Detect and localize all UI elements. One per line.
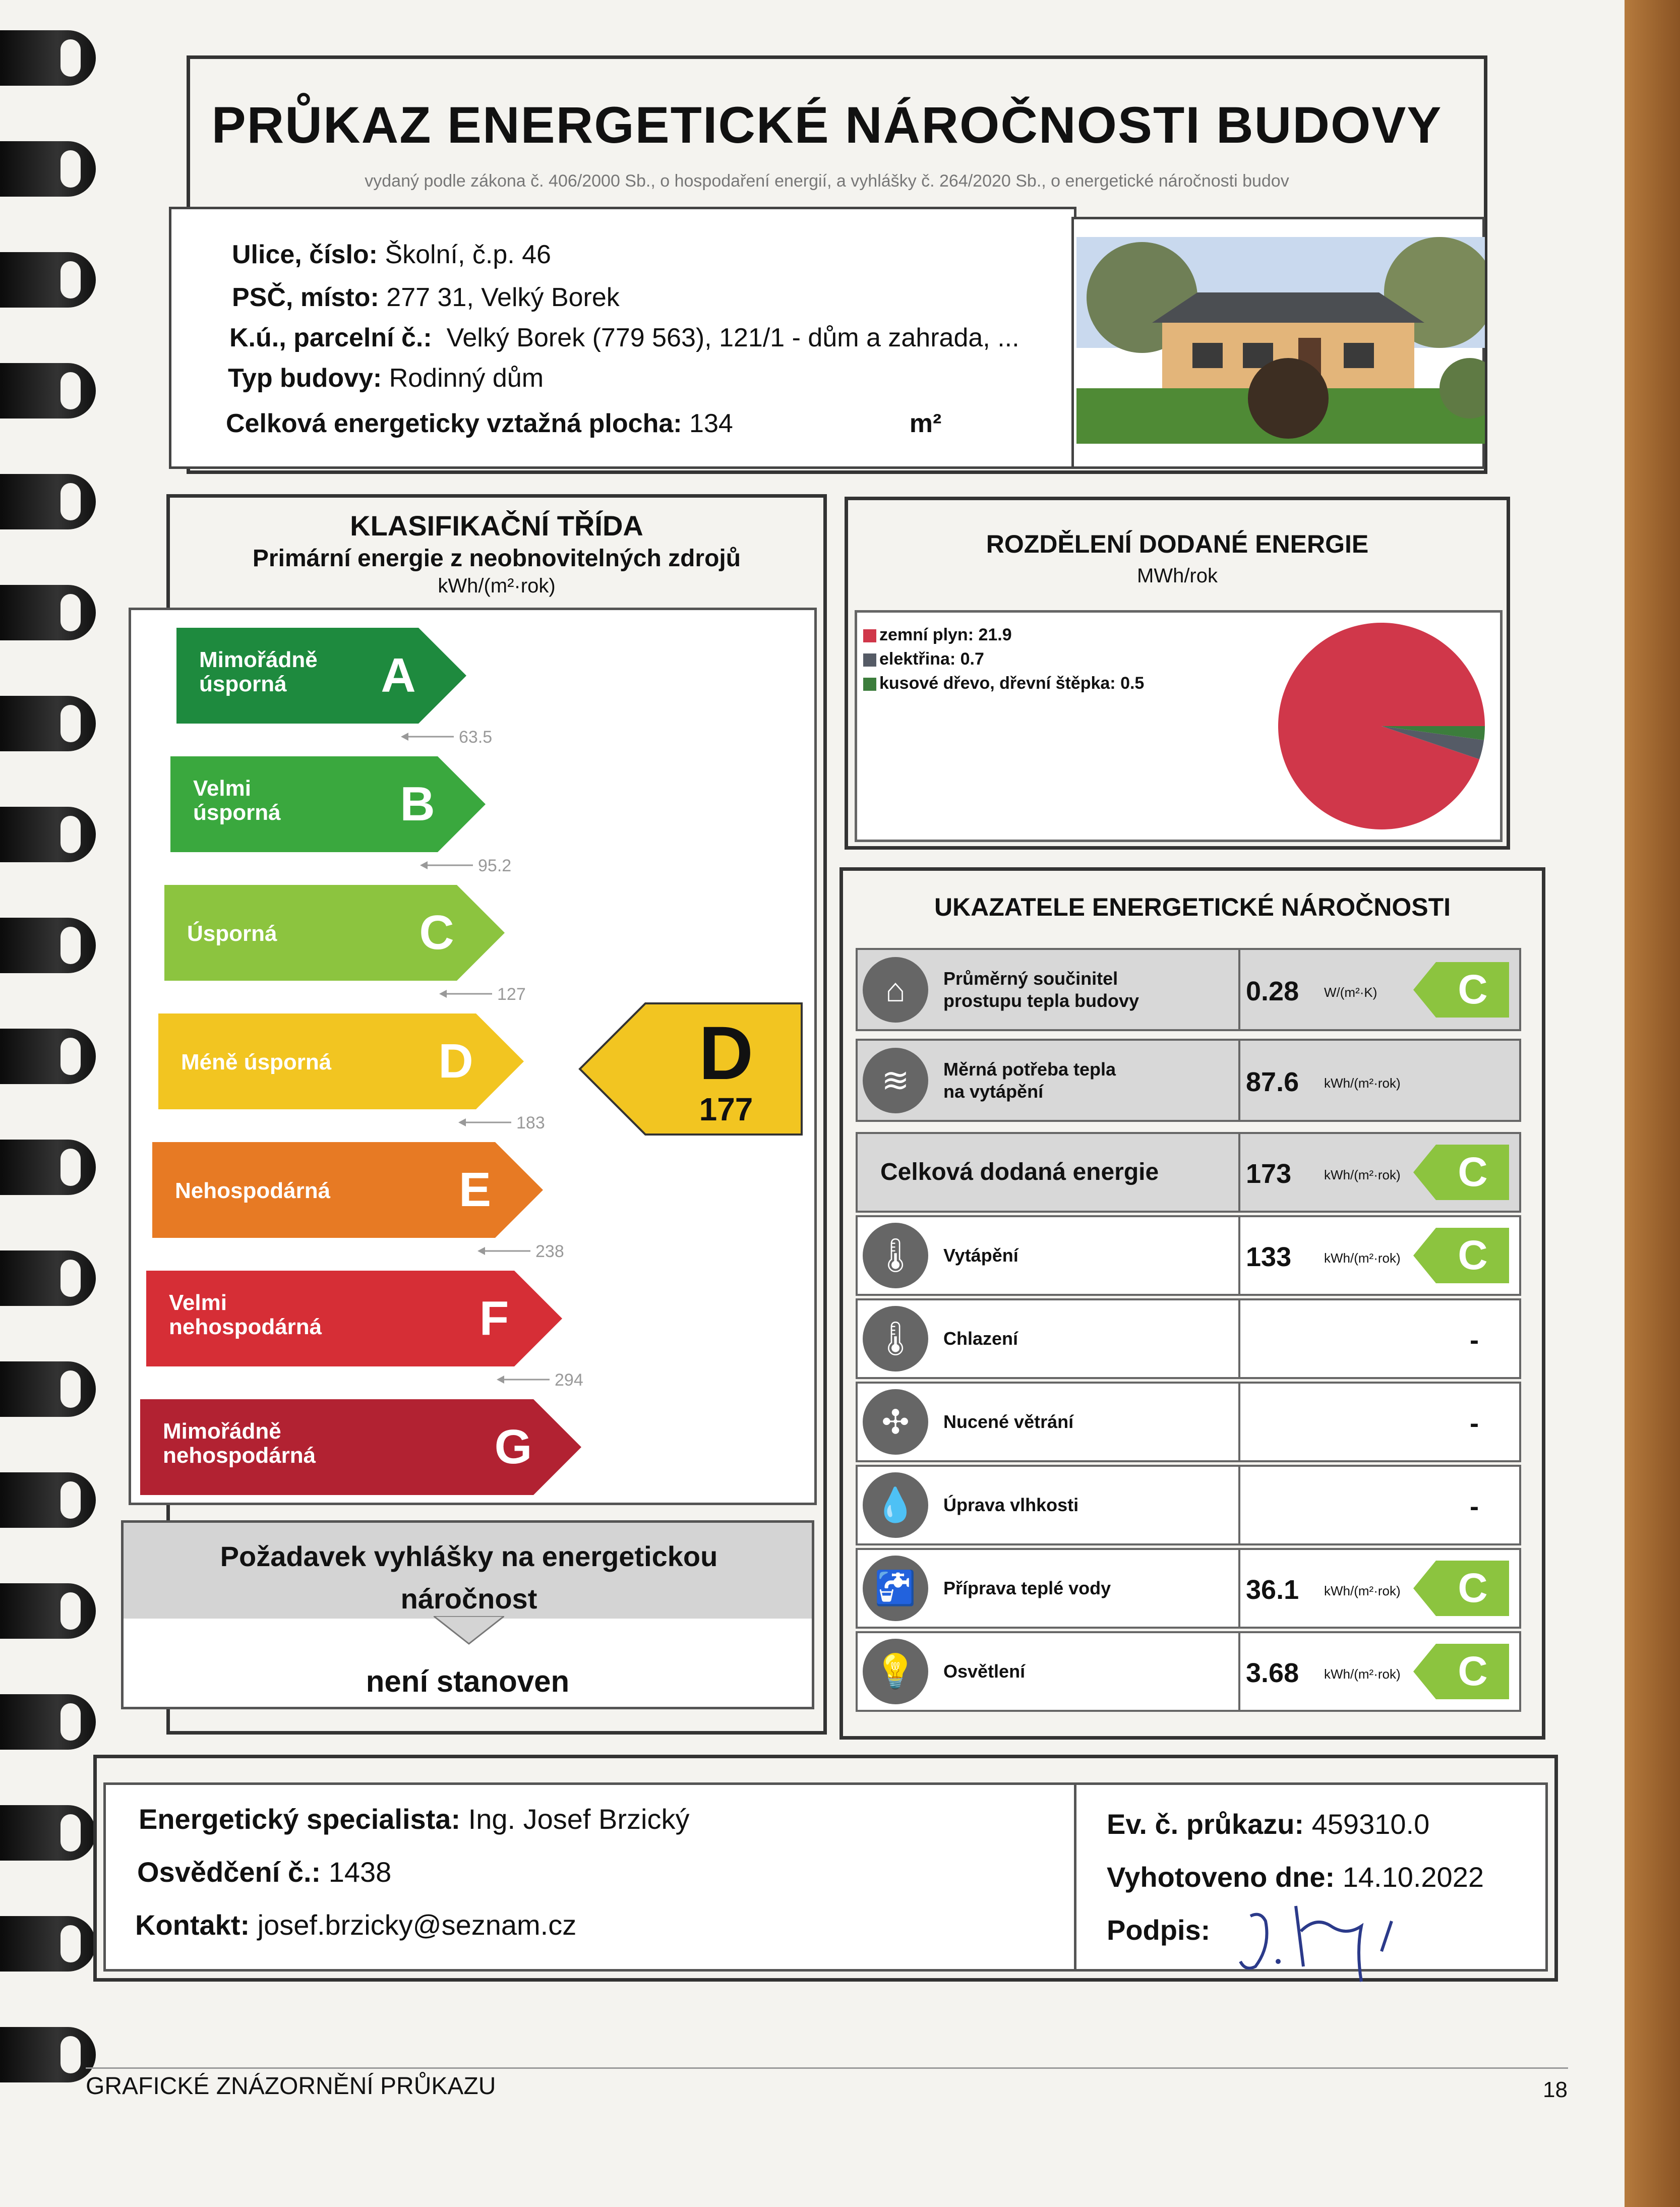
fan-icon: ✣ [863, 1389, 928, 1455]
indicator-empty-value: - [1470, 1492, 1479, 1522]
area-label: Celková energeticky vztažná plocha: [226, 409, 682, 438]
indicator-row [856, 948, 1521, 1031]
class-letter: A [381, 648, 416, 702]
binding-ring [0, 918, 96, 973]
specialist-line [139, 1803, 689, 1835]
indicator-row [856, 1215, 1521, 1296]
heating-thermometer-icon: 🌡 [863, 1223, 928, 1288]
specialist-value: Ing. Josef Brzický [468, 1803, 690, 1835]
indicator-row [856, 1465, 1521, 1545]
grade-badge [1413, 962, 1509, 1018]
legend-item [863, 674, 1144, 693]
energy-split-unit: MWh/rok [1137, 565, 1218, 587]
binding-ring [0, 252, 96, 308]
page-title: PRŮKAZ ENERGETICKÉ NÁROČNOSTI BUDOVY [211, 96, 1443, 154]
class-arrow-a [176, 628, 492, 747]
type-label: Typ budovy: [228, 364, 382, 393]
requirement-pointer-icon [434, 1616, 504, 1646]
indicator-unit: kWh/(m²·rok) [1324, 1583, 1401, 1598]
indicator-label [943, 968, 1139, 1012]
indicator-value: 36.1 [1246, 1575, 1299, 1605]
binding-ring [0, 2027, 96, 2082]
indicator-unit: kWh/(m²·rok) [1324, 1075, 1401, 1091]
binding-ring [0, 1250, 96, 1306]
indicator-empty-value: - [1470, 1408, 1479, 1439]
binding-ring [0, 363, 96, 419]
grade-letter: C [1458, 966, 1488, 1012]
binding-ring [0, 1694, 96, 1750]
page-subtitle: vydaný podle zákona č. 406/2000 Sb., o hospodaření energií, a vyhlášky č. 264/2020 Sb., o energetické náročnosti budov [365, 171, 1289, 191]
class-arrow-c [164, 885, 526, 1004]
area-unit: m² [909, 409, 942, 438]
indicator-value: 0.28 [1246, 976, 1299, 1006]
legend-swatch [863, 629, 876, 642]
grade-badge [1413, 1145, 1509, 1200]
class-threshold: 127 [497, 985, 526, 1004]
indicator-label [880, 1161, 1159, 1183]
specialist-label: Energetický specialista: [139, 1803, 461, 1835]
contact-line [135, 1908, 576, 1941]
indicator-label [943, 1244, 1018, 1267]
indicator-value: 3.68 [1246, 1658, 1299, 1688]
indicator-unit: kWh/(m²·rok) [1324, 1167, 1401, 1182]
indicator-label [943, 1411, 1073, 1433]
indicator-label [943, 1328, 1018, 1350]
date-label: Vyhotoveno dne: [1107, 1861, 1335, 1893]
binding-ring [0, 585, 96, 640]
class-threshold: 95.2 [478, 856, 512, 875]
indicator-row [856, 1382, 1521, 1462]
building-photo [1076, 237, 1485, 444]
sign-label: Podpis: [1107, 1914, 1211, 1946]
street-line [232, 240, 551, 270]
indicator-unit: W/(m²·K) [1324, 984, 1377, 1000]
classification-unit: kWh/(m²·rok) [438, 575, 556, 597]
classification-scale [126, 610, 814, 1508]
energy-split-title: ROZDĚLENÍ DODANÉ ENERGIE [986, 530, 1369, 558]
ev-value: 459310.0 [1311, 1808, 1430, 1840]
class-label: úsporná [193, 800, 281, 825]
class-label: nehospodárná [163, 1443, 316, 1468]
class-arrow-b [170, 756, 511, 875]
class-label: Velmi [169, 1290, 227, 1315]
indicator-unit: kWh/(m²·rok) [1324, 1666, 1401, 1682]
class-label: úsporná [199, 672, 287, 696]
indicator-label [943, 1660, 1025, 1683]
page-number: 18 [1543, 2077, 1568, 2102]
type-value: Rodinný dům [389, 364, 544, 393]
parcel-value: Velký Borek (779 563), 121/1 - dům a zahrada, ... [446, 323, 1019, 352]
indicator-value: 87.6 [1246, 1066, 1299, 1097]
binding-ring [0, 141, 96, 197]
date-value: 14.10.2022 [1342, 1861, 1484, 1893]
class-label: Velmi [193, 776, 251, 801]
indicator-label-line: Úprava vlhkosti [943, 1495, 1079, 1515]
indicator-label [943, 1058, 1116, 1103]
indicator-separator [1238, 1467, 1240, 1543]
legend-item [863, 649, 984, 669]
indicator-row [856, 1548, 1521, 1629]
energy-split-pie [1271, 620, 1492, 832]
faucet-icon: 🚰 [863, 1556, 928, 1621]
threshold-arrow-head [477, 1247, 485, 1255]
requirement-value: není stanoven [366, 1664, 570, 1698]
indicator-label-line: Osvětlení [943, 1661, 1026, 1682]
type-line [228, 363, 544, 393]
grade-letter: C [1458, 1232, 1488, 1278]
current-class-value: 177 [699, 1091, 753, 1127]
legend-swatch [863, 678, 876, 691]
class-arrow-f [146, 1271, 583, 1390]
date-line [1107, 1861, 1484, 1893]
class-arrow-g [140, 1399, 581, 1495]
zip-line [232, 282, 620, 313]
indicator-value: 133 [1246, 1242, 1292, 1272]
grade-badge [1413, 1228, 1509, 1283]
indicator-separator [1238, 1300, 1240, 1377]
legend-label: kusové dřevo, dřevní štěpka: 0.5 [879, 674, 1145, 693]
indicator-separator [1238, 950, 1240, 1029]
indicator-separator [1238, 1217, 1240, 1294]
indicator-separator [1238, 1633, 1240, 1710]
cooling-thermometer-icon: 🌡 [863, 1306, 928, 1371]
street-value: Školní, č.p. 46 [385, 240, 551, 269]
threshold-arrow-head [401, 733, 408, 741]
light-bulb-icon: 💡 [863, 1639, 928, 1704]
class-letter: F [479, 1291, 509, 1345]
indicator-row [856, 1298, 1521, 1379]
binding-ring [0, 1361, 96, 1417]
indicators-title: UKAZATELE ENERGETICKÉ NÁROČNOSTI [934, 893, 1451, 921]
classification-subtitle: Primární energie z neobnovitelných zdrojů [252, 545, 741, 572]
class-label: nehospodárná [169, 1315, 322, 1339]
legend-swatch [863, 653, 876, 667]
binding-ring [0, 807, 96, 862]
sign-line [1107, 1914, 1210, 1946]
binding-ring [0, 1805, 96, 1861]
class-label: Úsporná [187, 921, 277, 946]
area-value: 134 [689, 409, 733, 438]
indicator-separator [1238, 1134, 1240, 1211]
parcel-line [229, 323, 1019, 353]
cert-label: Osvědčení č.: [137, 1856, 321, 1888]
class-letter: C [419, 906, 454, 960]
class-threshold: 238 [535, 1242, 564, 1261]
area-line [226, 408, 941, 439]
threshold-arrow-head [497, 1376, 504, 1384]
grade-letter: C [1458, 1565, 1488, 1611]
legend-item [863, 625, 1012, 645]
legend-label: elektřina: 0.7 [879, 649, 984, 669]
indicator-label-line: Nucené větrání [943, 1411, 1074, 1432]
indicator-value: 173 [1246, 1159, 1292, 1189]
class-threshold: 183 [516, 1113, 545, 1132]
zip-label: PSČ, místo: [232, 283, 379, 312]
class-letter: B [400, 777, 435, 831]
ev-line [1107, 1808, 1429, 1840]
grade-letter: C [1458, 1648, 1488, 1694]
binding-ring [0, 1029, 96, 1084]
indicator-label-line: Celková dodaná energie [880, 1159, 1159, 1185]
threshold-arrow-head [439, 990, 447, 998]
indicator-label-line: Měrná potřeba tepla [943, 1058, 1116, 1080]
indicator-separator [1238, 1041, 1240, 1120]
binding-ring [0, 30, 96, 86]
indicator-label-line: Průměrný součinitel [943, 968, 1118, 989]
spiral-binding [0, 0, 101, 2207]
class-arrow-e [152, 1142, 564, 1261]
indicator-row [856, 1631, 1521, 1712]
class-threshold: 294 [555, 1370, 583, 1390]
indicator-separator [1238, 1384, 1240, 1460]
current-class-letter: D [698, 1010, 754, 1095]
indicator-label-line: na vytápění [943, 1081, 1044, 1102]
class-letter: G [494, 1420, 532, 1474]
grade-letter: C [1458, 1149, 1488, 1195]
indicator-label [943, 1494, 1078, 1516]
indicator-empty-value: - [1470, 1325, 1479, 1355]
page-footer-rule [86, 2067, 1568, 2069]
indicator-row [856, 1132, 1521, 1213]
humidity-icon: 💧 [863, 1472, 928, 1538]
indicator-label-line: Chlazení [943, 1328, 1018, 1349]
class-label: Mimořádně [199, 647, 318, 672]
grade-badge [1413, 1561, 1509, 1616]
class-label: Méně úsporná [181, 1050, 332, 1075]
binding-ring [0, 696, 96, 751]
heat-need-icon: ≋ [863, 1048, 928, 1113]
contact-value[interactable]: josef.brzicky@seznam.cz [257, 1909, 577, 1941]
cert-value: 1438 [328, 1856, 392, 1888]
handwritten-signature [1230, 1896, 1432, 1987]
house-icon: ⌂ [863, 957, 928, 1023]
binding-ring [0, 1583, 96, 1639]
indicator-label-line: Příprava teplé vody [943, 1578, 1111, 1598]
binding-ring [0, 474, 96, 529]
indicator-label-line: prostupu tepla budovy [943, 990, 1139, 1011]
street-label: Ulice, číslo: [232, 240, 378, 269]
indicator-separator [1238, 1550, 1240, 1627]
zip-value: 277 31, Velký Borek [386, 283, 620, 312]
current-class-indicator [580, 1003, 802, 1135]
desk-edge [1625, 0, 1680, 2207]
indicator-row [856, 1039, 1521, 1122]
indicator-label-line: Vytápění [943, 1245, 1018, 1266]
indicator-unit: kWh/(m²·rok) [1324, 1250, 1401, 1266]
ev-label: Ev. č. průkazu: [1107, 1808, 1304, 1840]
class-letter: E [458, 1163, 492, 1217]
binding-ring [0, 1140, 96, 1195]
class-arrow-d [158, 1013, 545, 1132]
grade-badge [1413, 1644, 1509, 1699]
contact-label: Kontakt: [135, 1909, 250, 1941]
binding-ring [0, 1472, 96, 1528]
indicator-label [943, 1577, 1111, 1599]
class-letter: D [438, 1034, 473, 1088]
class-label: Mimořádně [163, 1419, 281, 1444]
page-footer-section: GRAFICKÉ ZNÁZORNĚNÍ PRŮKAZU [86, 2073, 496, 2100]
binding-ring [0, 1916, 96, 1972]
threshold-arrow-head [458, 1118, 466, 1126]
parcel-label: K.ú., parcelní č.: [229, 323, 432, 352]
cert-line [137, 1856, 391, 1888]
class-label: Nehospodárná [175, 1178, 331, 1203]
threshold-arrow-head [420, 861, 428, 869]
classification-title: KLASIFIKAČNÍ TŘÍDA [350, 510, 643, 542]
requirement-title: Požadavek vyhlášky na energetickou náročnost [220, 1540, 718, 1615]
class-threshold: 63.5 [459, 728, 493, 747]
legend-label: zemní plyn: 21.9 [879, 625, 1012, 644]
